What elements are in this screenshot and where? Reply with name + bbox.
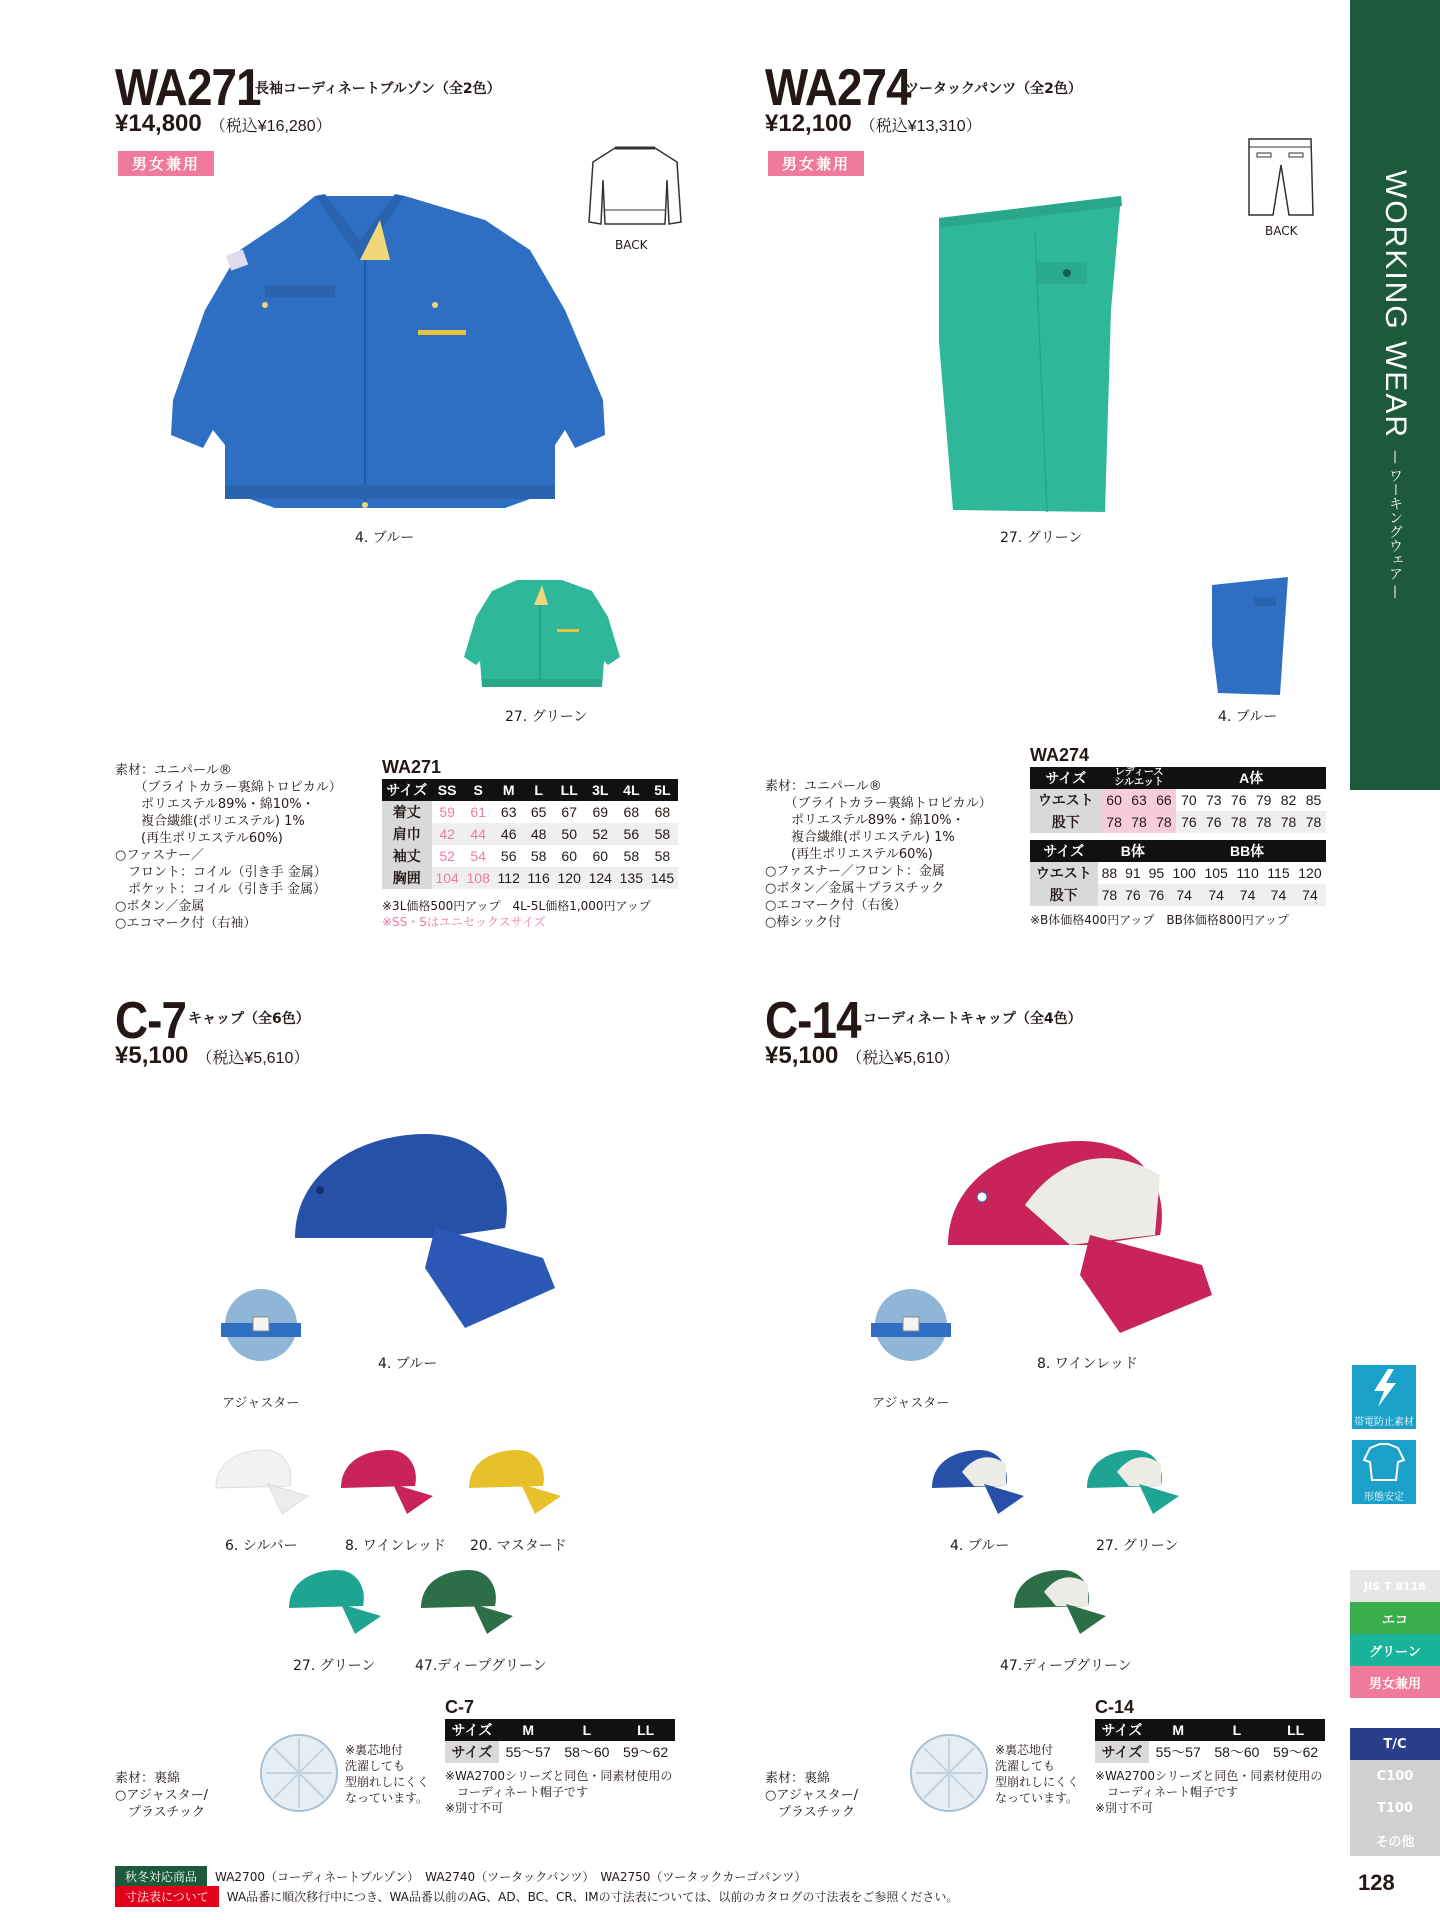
c7-cap-wine-image bbox=[337, 1448, 437, 1518]
shape-stable-label: 形態安定 bbox=[1364, 1492, 1404, 1503]
c14-adjuster-label: アジャスター bbox=[872, 1396, 950, 1411]
footer-text2: WA品番に順次移行中につき、WA品番以前のAG、AD、BC、CR、IMの寸法表については、以前のカタログの寸法表をご参照ください。 bbox=[226, 1890, 959, 1904]
table-cell: 82 bbox=[1280, 792, 1297, 808]
c7-price: ¥5,100 bbox=[115, 1042, 189, 1069]
wa271-th-4l: 4L bbox=[616, 779, 647, 801]
c14-price-line bbox=[765, 1042, 959, 1070]
wa271-note2: ※SS・Sはユニセックスサイズ bbox=[382, 915, 546, 929]
table-cell: 76 bbox=[1121, 884, 1145, 906]
table-cell: 76 bbox=[1145, 884, 1169, 906]
table-cell: 110 bbox=[1236, 865, 1259, 881]
table-cell: 48 bbox=[524, 823, 554, 845]
wa271-th-3l: 3L bbox=[585, 779, 616, 801]
wa274-size-table-a bbox=[1030, 767, 1326, 833]
c7-adjuster-image bbox=[213, 1287, 308, 1362]
table-cell: 肩巾 bbox=[382, 823, 432, 845]
table-cell: 42 bbox=[432, 823, 463, 845]
table-cell: 124 bbox=[585, 867, 616, 889]
table-cell: 76 bbox=[1201, 811, 1226, 833]
c7-th-l: L bbox=[558, 1719, 617, 1741]
wa274-th-bb: BB体 bbox=[1168, 840, 1326, 862]
c14-th-m: M bbox=[1149, 1719, 1208, 1741]
table-cell: 60 bbox=[592, 848, 609, 864]
table-cell: ウエスト bbox=[1030, 862, 1098, 884]
wa271-th-ll: LL bbox=[554, 779, 585, 801]
wa271-price: ¥14,800 bbox=[115, 110, 202, 137]
table-row bbox=[382, 845, 678, 867]
table-cell: 76 bbox=[1230, 792, 1247, 808]
table-cell: 74 bbox=[1294, 884, 1326, 906]
wa271-th-size: サイズ bbox=[382, 779, 432, 801]
table-cell: 胸囲 bbox=[382, 867, 432, 889]
wa274-name: ツータックパンツ（全2色） bbox=[905, 81, 1082, 97]
antistatic-icon bbox=[1352, 1365, 1416, 1429]
table-cell: 74 bbox=[1232, 884, 1263, 906]
c14-color-deepgreen: 47.ディープグリーン bbox=[1000, 1658, 1132, 1674]
table-row bbox=[382, 823, 678, 845]
table-cell: 78 bbox=[1102, 811, 1127, 833]
c7-code: C-7 bbox=[115, 992, 187, 1050]
table-cell: 79 bbox=[1255, 792, 1272, 808]
c14-table-title: C-14 bbox=[1095, 1697, 1135, 1717]
shape-stable-icon bbox=[1352, 1440, 1416, 1504]
table-cell: 78 bbox=[1098, 884, 1122, 906]
table-cell: 78 bbox=[1226, 811, 1251, 833]
c7-color-wine: 8. ワインレッド bbox=[345, 1538, 446, 1554]
table-cell: 74 bbox=[1200, 884, 1232, 906]
table-cell: 78 bbox=[1127, 811, 1152, 833]
c7-adjuster-label: アジャスター bbox=[222, 1396, 300, 1411]
table-cell: 120 bbox=[554, 867, 585, 889]
wa274-th-size: サイズ bbox=[1030, 767, 1102, 789]
wa274-th-ladies: レディース シルエット bbox=[1102, 767, 1177, 789]
wa271-alt-caption: 27. グリーン bbox=[505, 709, 588, 725]
c7-name: キャップ（全6色） bbox=[188, 1011, 310, 1027]
c14-cap-green-image bbox=[1083, 1448, 1183, 1518]
table-row bbox=[445, 1741, 675, 1763]
table-cell: 91 bbox=[1125, 865, 1141, 881]
c14-th-l: L bbox=[1208, 1719, 1267, 1741]
table-cell: 120 bbox=[1298, 865, 1322, 881]
c7-cap-silver-image bbox=[212, 1448, 312, 1518]
table-cell: 88 bbox=[1101, 865, 1118, 881]
table-row bbox=[1030, 862, 1326, 884]
c7-cap-deepgreen-image bbox=[417, 1568, 517, 1638]
table-cell: 70 bbox=[1181, 792, 1197, 808]
footer-label1: 秋冬対応商品 bbox=[115, 1866, 207, 1887]
wa271-th-s: S bbox=[463, 779, 494, 801]
c14-color-blue: 4. ブルー bbox=[950, 1538, 1010, 1554]
sidebar-subtitle: — ワーキングウェア — bbox=[1387, 450, 1403, 599]
table-cell: 74 bbox=[1168, 884, 1200, 906]
table-cell: 115 bbox=[1267, 865, 1290, 881]
table-cell: 74 bbox=[1263, 884, 1294, 906]
wa274-tax: （税込¥13,310） bbox=[859, 118, 982, 135]
wa274-unisex-badge: 男女兼用 bbox=[768, 151, 864, 176]
c7-inner-note: ※裏芯地付 洗濯しても 型崩れしにくく なっています。 bbox=[345, 1743, 430, 1805]
c7-spec: 素材：裏綿 ○アジャスター/ プラスチック bbox=[115, 1771, 208, 1820]
tab-unisex: 男女兼用 bbox=[1350, 1666, 1440, 1698]
table-cell: 着丈 bbox=[382, 801, 432, 823]
tab-tc: T/C bbox=[1350, 1728, 1440, 1760]
antistatic-label: 帯電防止素材 bbox=[1354, 1417, 1414, 1428]
wa274-price: ¥12,100 bbox=[765, 110, 852, 137]
table-cell: 58〜60 bbox=[564, 1744, 610, 1760]
c14-tax: （税込¥5,610） bbox=[846, 1050, 960, 1067]
table-row bbox=[1095, 1741, 1325, 1763]
table-cell: 58 bbox=[530, 848, 547, 864]
c14-th-ll: LL bbox=[1266, 1719, 1325, 1741]
c7-th-ll: LL bbox=[616, 1719, 675, 1741]
table-cell: 78 bbox=[1301, 811, 1326, 833]
table-cell: 68 bbox=[623, 804, 640, 820]
table-cell: 52 bbox=[585, 823, 616, 845]
table-cell: 76 bbox=[1176, 811, 1201, 833]
table-cell: 52 bbox=[439, 848, 455, 864]
table-cell: 63 bbox=[500, 804, 517, 820]
c14-adjuster-image bbox=[863, 1287, 958, 1362]
c7-color-mustard: 20. マスタード bbox=[470, 1538, 567, 1554]
wa274-back-label: BACK bbox=[1265, 224, 1298, 238]
c14-color-green: 27. グリーン bbox=[1096, 1538, 1179, 1554]
c7-price-line bbox=[115, 1042, 309, 1070]
table-cell: 59〜62 bbox=[1273, 1744, 1319, 1760]
table-cell: 60 bbox=[561, 848, 577, 864]
wa274-code: WA274 bbox=[765, 59, 911, 117]
wa274-th-size2: サイズ bbox=[1030, 840, 1098, 862]
table-cell: 100 bbox=[1172, 865, 1196, 881]
wa271-table-title: WA271 bbox=[382, 757, 442, 777]
wa274-pants-green-image bbox=[935, 192, 1125, 517]
footer-line2 bbox=[115, 1886, 958, 1907]
table-cell: 69 bbox=[592, 804, 609, 820]
tab-eco: エコ bbox=[1350, 1602, 1440, 1634]
c14-inner-note: ※裏芯地付 洗濯しても 型崩れしにくく なっています。 bbox=[995, 1743, 1080, 1805]
table-cell: 55〜57 bbox=[1155, 1744, 1201, 1760]
table-cell: 78 bbox=[1251, 811, 1276, 833]
wa271-spec: 素材：ユニパール® （ブライトカラー裏綿トロピカル） ポリエステル89%・綿10%・ 複合繊維(ポリエステル) 1% (再生ポリエステル60%) ○ファスナー／ フロント：コイル（引き手 金属） ポケット：コイル（引き手 金属） ○ボタン／金属 ○エコマーク付（右袖） bbox=[115, 763, 342, 931]
table-cell: 58〜60 bbox=[1214, 1744, 1260, 1760]
footer-line1 bbox=[115, 1866, 806, 1887]
wa274-pants-blue-image bbox=[1210, 575, 1290, 697]
table-cell: 56 bbox=[616, 823, 647, 845]
table-cell: 股下 bbox=[1030, 884, 1098, 906]
table-cell: 61 bbox=[470, 804, 486, 820]
c14-spec: 素材：裏綿 ○アジャスター/ プラスチック bbox=[765, 1771, 858, 1820]
c7-cap-blue-image bbox=[285, 1128, 560, 1338]
table-cell: 67 bbox=[561, 804, 577, 820]
table-cell: 95 bbox=[1148, 865, 1165, 881]
c14-main-caption: 8. ワインレッド bbox=[1037, 1356, 1138, 1372]
table-cell: 108 bbox=[463, 867, 494, 889]
c7-inner-image bbox=[258, 1732, 340, 1814]
table-cell: 54 bbox=[470, 848, 486, 864]
table-row bbox=[1030, 884, 1326, 906]
wa271-code: WA271 bbox=[115, 59, 261, 117]
c7-color-deepgreen: 47.ディープグリーン bbox=[415, 1658, 547, 1674]
table-cell: 58 bbox=[654, 848, 671, 864]
wa274-size-table-b bbox=[1030, 840, 1326, 906]
table-cell: 60 bbox=[1102, 789, 1127, 811]
wa271-price-line bbox=[115, 110, 332, 138]
wa271-th-5l: 5L bbox=[647, 779, 678, 801]
table-cell: 66 bbox=[1151, 789, 1176, 811]
table-cell: 85 bbox=[1305, 792, 1322, 808]
c14-price: ¥5,100 bbox=[765, 1042, 839, 1069]
wa274-th-b: B体 bbox=[1098, 840, 1169, 862]
c14-code: C-14 bbox=[765, 992, 861, 1050]
table-cell: 68 bbox=[654, 804, 671, 820]
table-cell: 59〜62 bbox=[623, 1744, 669, 1760]
tab-t100: T100 bbox=[1350, 1792, 1440, 1824]
table-cell: サイズ bbox=[1095, 1741, 1149, 1763]
table-cell: 116 bbox=[524, 867, 554, 889]
wa271-back-label: BACK bbox=[615, 238, 648, 252]
sidebar-title: WORKING WEAR bbox=[1379, 170, 1412, 439]
table-cell: 59 bbox=[439, 804, 455, 820]
table-cell: 44 bbox=[463, 823, 494, 845]
table-cell: 58 bbox=[623, 848, 640, 864]
wa271-main-caption: 4. ブルー bbox=[355, 530, 415, 546]
c7-cap-mustard-image bbox=[465, 1448, 565, 1518]
wa271-size-table bbox=[382, 779, 678, 889]
table-cell: 股下 bbox=[1030, 811, 1102, 833]
wa271-jacket-blue-image bbox=[165, 190, 605, 520]
wa271-note1: ※3L価格500円アップ 4L-5L価格1,000円アップ bbox=[382, 899, 651, 913]
table-cell: 135 bbox=[616, 867, 647, 889]
wa271-jacket-green-image bbox=[462, 577, 622, 699]
table-row bbox=[1030, 811, 1326, 833]
c7-color-green: 27. グリーン bbox=[293, 1658, 376, 1674]
c7-cap-green-image bbox=[285, 1568, 385, 1638]
table-cell: 73 bbox=[1205, 792, 1222, 808]
c7-size-table bbox=[445, 1719, 675, 1763]
table-cell: サイズ bbox=[445, 1741, 499, 1763]
c14-note1: ※WA2700シリーズと同色・同素材使用の コーディネート帽子です ※別寸不可 bbox=[1095, 1769, 1323, 1815]
wa274-th-a: A体 bbox=[1176, 767, 1326, 789]
wa274-price-line bbox=[765, 110, 982, 138]
wa274-note1: ※B体価格400円アップ BB体価格800円アップ bbox=[1030, 913, 1289, 927]
table-cell: 105 bbox=[1204, 865, 1228, 881]
table-cell: 112 bbox=[494, 867, 524, 889]
table-cell: 145 bbox=[647, 867, 678, 889]
wa271-th-ss: SS bbox=[432, 779, 463, 801]
table-cell: 104 bbox=[432, 867, 463, 889]
table-cell: 50 bbox=[554, 823, 585, 845]
table-cell: 63 bbox=[1127, 789, 1152, 811]
wa274-main-caption: 27. グリーン bbox=[1000, 530, 1083, 546]
c7-table-title: C-7 bbox=[445, 1697, 475, 1717]
wa271-name: 長袖コーディネートブルゾン（全2色） bbox=[255, 81, 501, 97]
table-cell: 55〜57 bbox=[505, 1744, 551, 1760]
wa271-unisex-badge: 男女兼用 bbox=[118, 151, 214, 176]
tab-c100: C100 bbox=[1350, 1760, 1440, 1792]
table-row bbox=[1030, 789, 1326, 811]
table-cell: ウエスト bbox=[1030, 789, 1102, 811]
c14-th-size: サイズ bbox=[1095, 1719, 1149, 1741]
wa271-th-l: L bbox=[524, 779, 554, 801]
tab-green: グリーン bbox=[1350, 1634, 1440, 1666]
footer-label2: 寸法表について bbox=[115, 1886, 219, 1907]
c14-cap-blue-image bbox=[928, 1448, 1028, 1518]
c14-cap-deepgreen-image bbox=[1010, 1568, 1110, 1638]
table-cell: 65 bbox=[530, 804, 547, 820]
wa271-th-m: M bbox=[494, 779, 524, 801]
table-cell: 58 bbox=[647, 823, 678, 845]
table-cell: 袖丈 bbox=[382, 845, 432, 867]
wa271-tax: （税込¥16,280） bbox=[209, 118, 332, 135]
wa274-table-title: WA274 bbox=[1030, 745, 1090, 765]
c14-inner-image bbox=[908, 1732, 990, 1814]
c7-main-caption: 4. ブルー bbox=[378, 1356, 438, 1372]
c14-name: コーディネートキャップ（全4色） bbox=[863, 1011, 1082, 1027]
wa274-back-sketch bbox=[1245, 135, 1315, 217]
table-cell: 78 bbox=[1276, 811, 1301, 833]
footer-text1: WA2700（コーディネートブルゾン） WA2740（ツータックパンツ） WA2750（ツータックカーゴパンツ） bbox=[215, 1870, 807, 1884]
c7-th-m: M bbox=[499, 1719, 558, 1741]
c7-note1: ※WA2700シリーズと同色・同素材使用の コーディネート帽子です ※別寸不可 bbox=[445, 1769, 673, 1815]
wa274-spec: 素材：ユニパール® （ブライトカラー裏綿トロピカル） ポリエステル89%・綿10%・ 複合繊維(ポリエステル) 1% (再生ポリエステル60%) ○ファスナー／フロント：金属 ○ボタン／金属＋プラスチック ○エコマーク付（右後） ○棒シック付 bbox=[765, 779, 992, 930]
c7-tax: （税込¥5,610） bbox=[196, 1050, 310, 1067]
table-cell: 78 bbox=[1151, 811, 1176, 833]
table-row bbox=[382, 801, 678, 823]
tab-jis: JIS T 8118 bbox=[1350, 1570, 1440, 1602]
table-cell: 56 bbox=[500, 848, 517, 864]
tab-other: その他 bbox=[1350, 1824, 1440, 1856]
wa274-alt-caption: 4. ブルー bbox=[1218, 709, 1278, 725]
c14-size-table bbox=[1095, 1719, 1325, 1763]
sidebar-working-wear bbox=[1350, 0, 1440, 790]
page-number: 128 bbox=[1358, 1870, 1395, 1895]
table-cell: 46 bbox=[494, 823, 524, 845]
c7-color-silver: 6. シルバー bbox=[225, 1538, 298, 1554]
c14-cap-wine-image bbox=[940, 1135, 1220, 1340]
c7-th-size: サイズ bbox=[445, 1719, 499, 1741]
table-row bbox=[382, 867, 678, 889]
